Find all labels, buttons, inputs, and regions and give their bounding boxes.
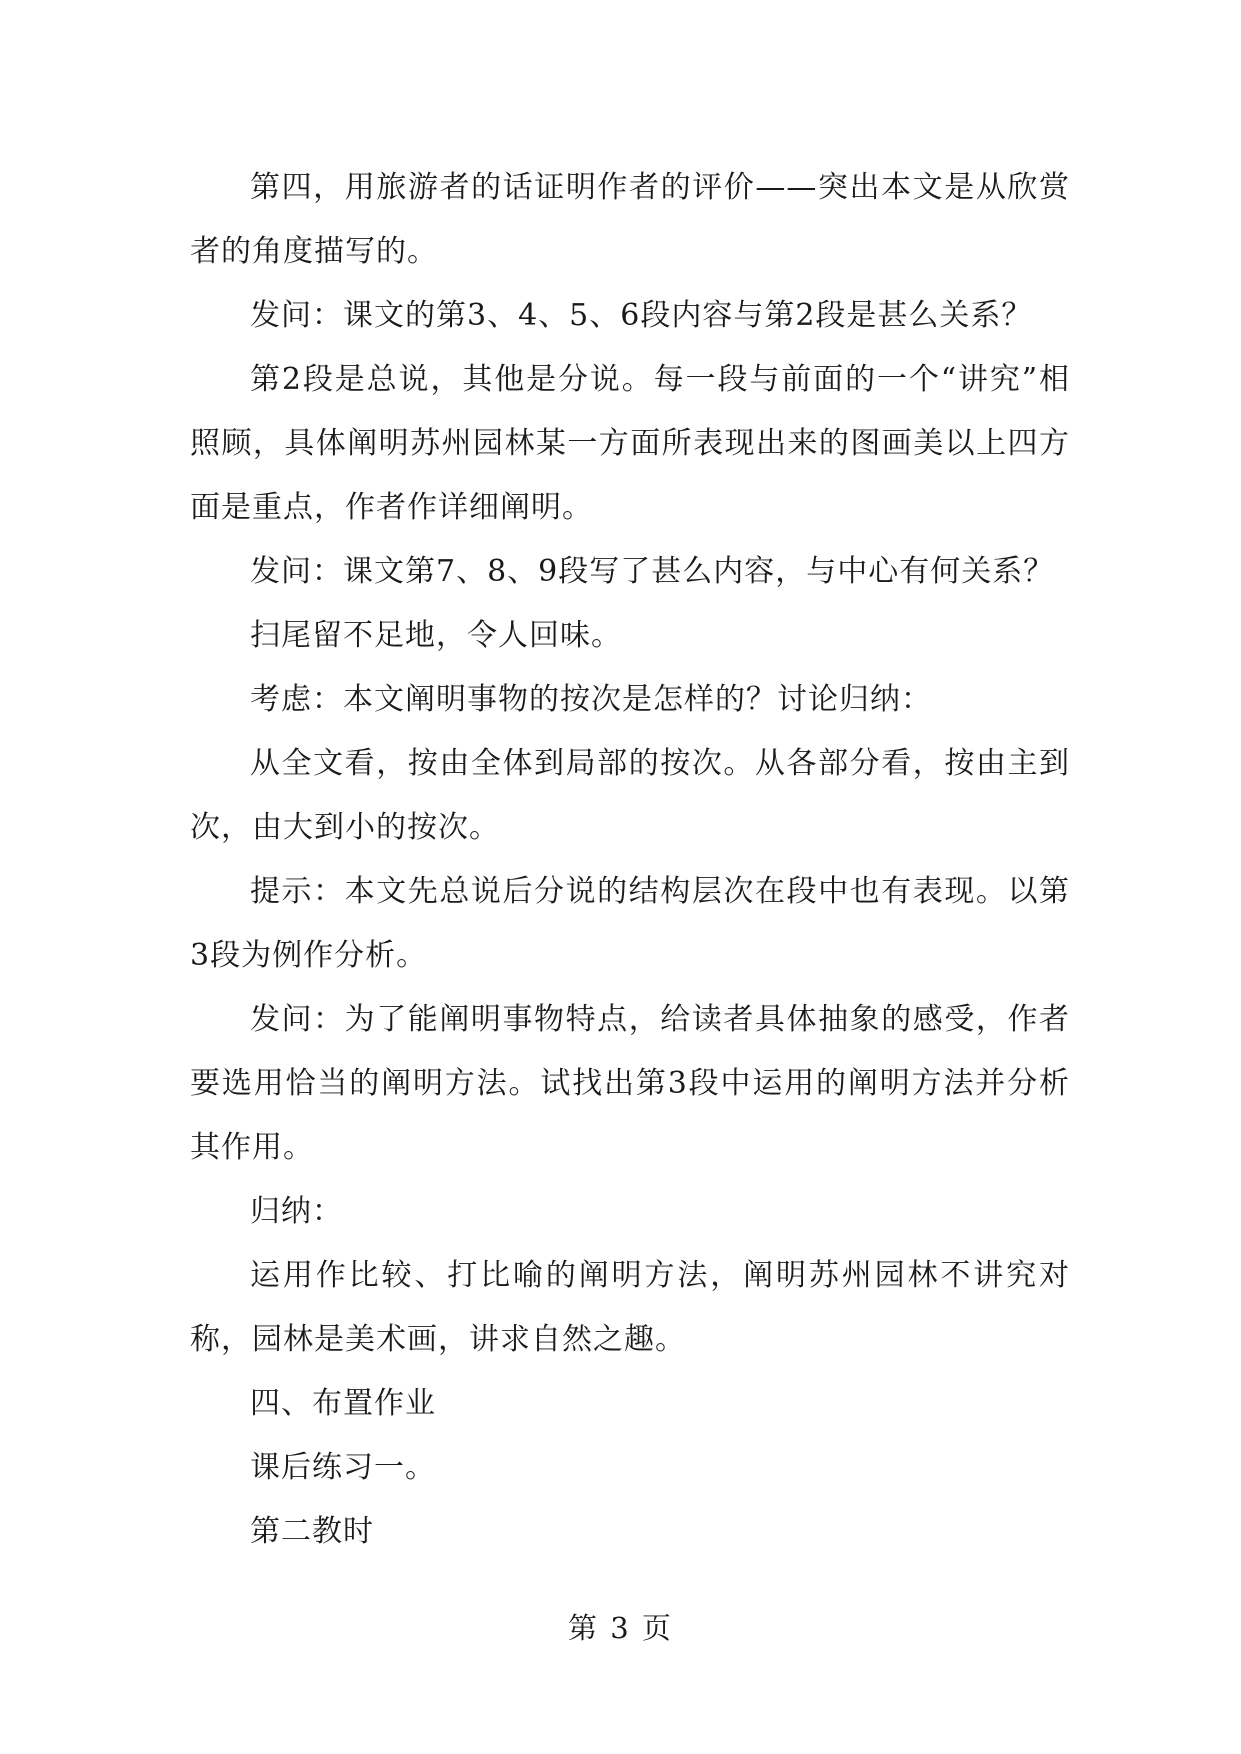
paragraph: 第四，用旅游者的话证明作者的评价——突出本文是从欣赏者的角度描写的。 — [190, 170, 1070, 269]
paragraph: 考虑：本文阐明事物的按次是怎样的？讨论归纳： — [250, 682, 932, 717]
paragraph: 第2段是总说，其他是分说。每一段与前面的一个“讲究”相照顾，具体阐明苏州园林某一方面所表现出来的图画美以上四方面是重点，作者作详细阐明。 — [190, 362, 1070, 525]
paragraph: 课后练习一。 — [250, 1450, 436, 1485]
section-heading: 四、布置作业 — [250, 1386, 436, 1421]
paragraph: 归纳： — [250, 1194, 343, 1229]
paragraph: 扫尾留不足地，令人回味。 — [250, 618, 622, 653]
paragraph: 发问：课文第7、8、9段写了甚么内容，与中心有何关系？ — [250, 554, 1055, 589]
paragraph: 运用作比较、打比喻的阐明方法，阐明苏州园林不讲究对称，园林是美术画，讲求自然之趣。 — [190, 1258, 1070, 1357]
paragraph: 从全文看，按由全体到局部的按次。从各部分看，按由主到次，由大到小的按次。 — [190, 746, 1070, 845]
paragraph: 发问：为了能阐明事物特点，给读者具体抽象的感受，作者要选用恰当的阐明方法。试找出第3段中运用的阐明方法并分析其作用。 — [190, 1002, 1070, 1165]
paragraph: 发问：课文的第3、4、5、6段内容与第2段是甚么关系？ — [250, 298, 1033, 333]
document-body — [190, 156, 1070, 1564]
section-heading: 第二教时 — [250, 1514, 374, 1549]
paragraph: 提示：本文先总说后分说的结构层次在段中也有表现。以第3段为例作分析。 — [190, 874, 1070, 973]
page-number: 第 3 页 — [568, 1611, 673, 1645]
